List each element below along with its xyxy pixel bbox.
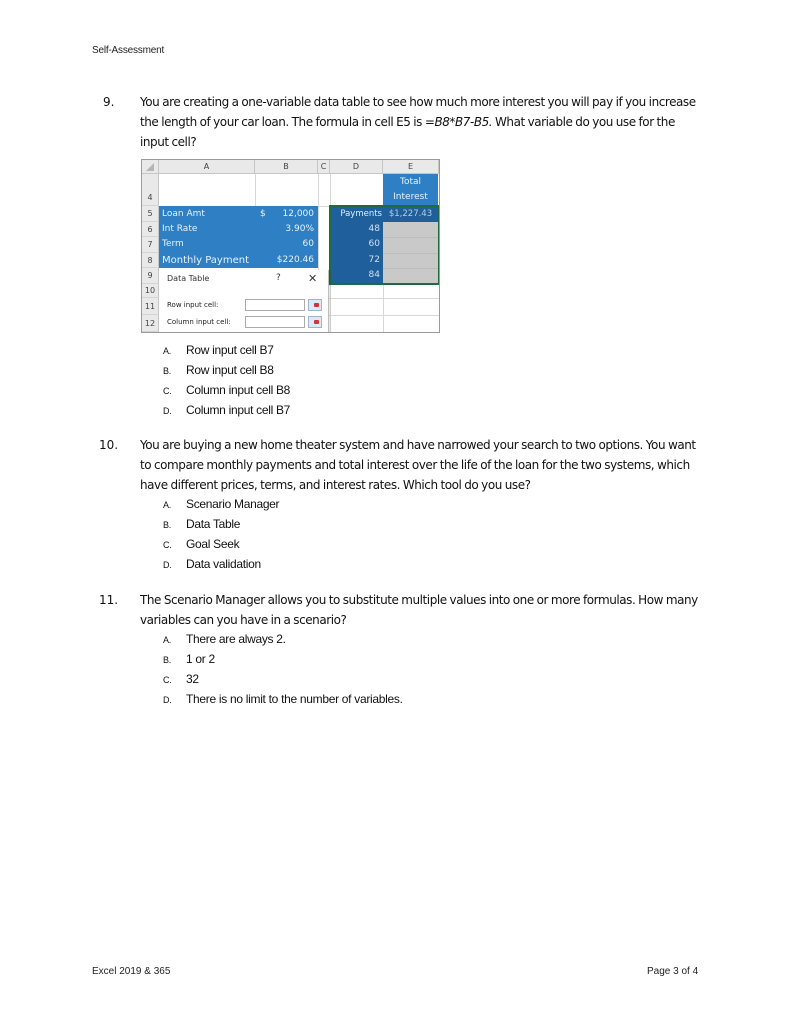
cell-b5: 12,000: [282, 209, 314, 219]
question-11-options: [163, 629, 403, 709]
question-text: You are creating a one-variable data table to see how much more interest you will pay if you increase the length of your car loan. The formula in cell E5 is =B8*B7-B5. What variable do you use for the input cell?: [140, 95, 696, 149]
column-header-a: A: [159, 160, 255, 174]
cell-b7: 60: [302, 239, 314, 249]
question-number: 11.: [99, 593, 119, 607]
column-input-field[interactable]: [245, 316, 305, 328]
column-input-label: Column input cell:: [167, 318, 231, 326]
row-header-4: 4: [142, 174, 159, 206]
option-b[interactable]: B. Data Table: [163, 517, 241, 531]
option-a[interactable]: A. Row input cell B7: [163, 343, 274, 357]
cell-a7: Term: [162, 239, 184, 249]
option-d[interactable]: D. Data validation: [163, 557, 261, 571]
row-input-label: Row input cell:: [167, 301, 219, 309]
cell-d5: Payments: [340, 209, 382, 219]
footer-page-number: Page 3 of 4: [647, 966, 699, 977]
option-c[interactable]: C. Column input cell B8: [163, 383, 291, 397]
row-header-11: 11: [142, 298, 159, 315]
cell-d6: 48: [368, 224, 380, 234]
option-a[interactable]: A. Scenario Manager: [163, 497, 280, 511]
row-input-field[interactable]: [245, 299, 305, 311]
question-10-options: [163, 494, 279, 574]
question-number: 10.: [99, 438, 119, 452]
row-header-5: 5: [142, 206, 159, 222]
row-header-7: 7: [142, 237, 159, 253]
column-header-d: D: [330, 160, 383, 174]
row-header-6: 6: [142, 222, 159, 237]
cell-d8: 72: [368, 255, 380, 265]
question-text: You are buying a new home theater system and have narrowed your search to two options. You want to compare monthly payments and total interest over the life of the loan for the two systems, which have different prices, terms, and interest rates. Which tool do you use?: [140, 438, 696, 492]
cell-b8: $220.46: [276, 255, 314, 265]
row-header-8: 8: [142, 253, 159, 268]
dialog-title: Data Table: [167, 274, 210, 283]
column-header-b: B: [255, 160, 318, 174]
cell-d9: 84: [368, 270, 380, 280]
data-table-dialog: [160, 270, 329, 332]
cell-e4: Total Interest: [383, 174, 438, 206]
column-header-c: C: [318, 160, 330, 174]
select-all-corner: [142, 160, 159, 174]
cell-a5: Loan Amt: [162, 209, 205, 219]
option-d[interactable]: D. There is no limit to the number of variables.: [163, 692, 403, 706]
row-header-12: 12: [142, 315, 159, 332]
cell-e5: $1,227.43: [383, 206, 438, 222]
cell-a8: Monthly Payment: [162, 255, 249, 266]
option-b[interactable]: B. 1 or 2: [163, 652, 215, 666]
option-b[interactable]: B. Row input cell B8: [163, 363, 274, 377]
help-icon[interactable]: ?: [276, 273, 281, 283]
close-icon[interactable]: ✕: [308, 272, 318, 285]
option-c[interactable]: C. 32: [163, 672, 199, 686]
row-range-picker-icon[interactable]: [308, 299, 322, 311]
cell-d7: 60: [368, 239, 380, 249]
row-header-10: 10: [142, 284, 159, 298]
question-number: 9.: [103, 95, 115, 109]
row-header-9: 9: [142, 268, 159, 284]
cell-b5-currency: $: [260, 209, 266, 219]
question-text: The Scenario Manager allows you to substitute multiple values into one or more formulas. How many variables can you have in a scenario?: [140, 593, 698, 627]
question-9-options: [163, 340, 290, 420]
formula-text: =B8*B7-B5.: [424, 115, 493, 129]
option-c[interactable]: C. Goal Seek: [163, 537, 240, 551]
page-header: Self-Assessment: [92, 45, 165, 56]
option-a[interactable]: A. There are always 2.: [163, 632, 286, 646]
cell-a6: Int Rate: [162, 224, 198, 234]
spreadsheet-figure: [141, 159, 440, 333]
footer-course: Excel 2019 & 365: [92, 966, 171, 977]
column-range-picker-icon[interactable]: [308, 316, 322, 328]
cell-b6: 3.90%: [285, 224, 314, 234]
column-header-e: E: [383, 160, 439, 174]
option-d[interactable]: D. Column input cell B7: [163, 403, 291, 417]
